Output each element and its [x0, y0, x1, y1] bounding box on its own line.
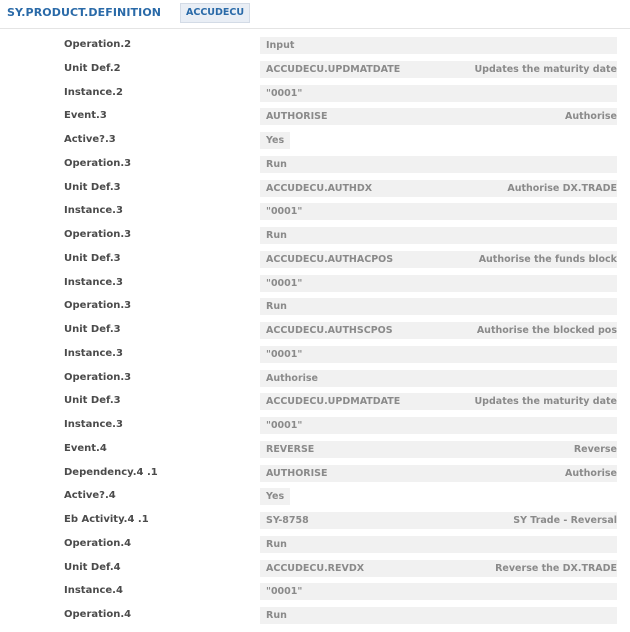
- field-label: Instance.2: [64, 86, 123, 98]
- field-label: Operation.3: [64, 300, 132, 312]
- field-row: [0, 367, 630, 391]
- field-label: Unit Def.3: [64, 324, 121, 335]
- field-value-text: ACCUDECU.UPDMATDATE: [266, 396, 401, 408]
- field-value-text: REVERSE: [266, 443, 315, 455]
- field-value: [260, 298, 617, 315]
- field-value: [260, 251, 617, 268]
- field-value: [260, 203, 617, 220]
- field-value-description: Reverse the DX.TRADE: [495, 562, 617, 574]
- field-label: Unit Def.4: [64, 561, 121, 573]
- field-value-text: "0001": [266, 348, 303, 360]
- field-value: [260, 607, 617, 624]
- field-value: [260, 108, 617, 125]
- field-value-description: Authorise: [565, 467, 617, 479]
- field-label: Unit Def.3: [64, 395, 121, 407]
- field-label: Instance.3: [64, 419, 123, 430]
- field-value-text: Authorise: [266, 372, 318, 384]
- field-value: [260, 322, 617, 339]
- field-value: [260, 61, 617, 78]
- field-row: [0, 580, 630, 604]
- field-value-text: Run: [266, 158, 287, 170]
- field-label: Operation.3: [64, 371, 132, 383]
- field-label: Unit Def.3: [64, 181, 121, 193]
- field-row: [0, 177, 630, 201]
- field-value: [260, 227, 617, 244]
- field-label: Operation.3: [64, 229, 132, 240]
- field-row: [0, 272, 630, 296]
- field-value: [260, 393, 617, 410]
- field-value: [260, 583, 617, 600]
- field-value-text: AUTHORISE: [266, 467, 328, 479]
- field-value: [260, 536, 617, 553]
- field-row: [0, 438, 630, 462]
- field-label: Instance.4: [64, 585, 123, 597]
- field-value-text: ACCUDECU.AUTHDX: [266, 182, 373, 194]
- field-row: [0, 509, 630, 533]
- page-header: [0, 0, 630, 29]
- field-label: Active?.3: [64, 134, 116, 145]
- field-value: [260, 37, 617, 54]
- field-label: Operation.4: [64, 537, 132, 549]
- field-value: Yes: [260, 132, 290, 149]
- field-row: [0, 224, 630, 248]
- field-label: Instance.3: [64, 347, 123, 359]
- field-label: Active?.4: [64, 490, 116, 502]
- field-value-description: Authorise DX.TRADE: [507, 182, 617, 194]
- field-row: [0, 34, 630, 58]
- field-row: [0, 295, 630, 319]
- field-value-text: ACCUDECU.AUTHACPOS: [266, 253, 394, 265]
- field-value-text: "0001": [266, 586, 303, 598]
- field-label: Eb Activity.4 .1: [64, 514, 149, 525]
- field-value-description: SY Trade - Reversal: [513, 515, 617, 526]
- field-row: [0, 485, 630, 509]
- field-label: Unit Def.3: [64, 252, 121, 264]
- field-value-text: "0001": [266, 87, 303, 99]
- field-value-text: SY-8758: [266, 515, 309, 526]
- field-value-description: Reverse: [573, 443, 617, 455]
- field-row: [0, 105, 630, 129]
- field-value-description: Authorise: [565, 111, 617, 123]
- field-label: Operation.3: [64, 157, 132, 169]
- field-row: [0, 248, 630, 272]
- field-value-text: ACCUDECU.UPDMATDATE: [266, 63, 401, 75]
- field-value: [260, 275, 617, 292]
- field-label: Instance.3: [64, 276, 123, 288]
- field-row: [0, 390, 630, 414]
- field-value: [260, 441, 617, 458]
- field-value: [260, 370, 617, 387]
- field-value-text: Input: [266, 40, 295, 51]
- field-value-text: Run: [266, 538, 287, 550]
- field-value: [260, 180, 617, 197]
- field-row: [0, 414, 630, 438]
- application-title: SY.PRODUCT.DEFINITION: [7, 6, 162, 19]
- field-value-text: "0001": [266, 206, 303, 218]
- field-row: [0, 462, 630, 486]
- field-value: [260, 417, 617, 434]
- field-value-text: "0001": [266, 420, 303, 431]
- field-row: [0, 58, 630, 82]
- field-row: [0, 533, 630, 557]
- field-row: [0, 319, 630, 343]
- field-value: [260, 156, 617, 173]
- field-label: Event.3: [64, 110, 107, 122]
- field-value: [260, 512, 617, 529]
- field-value-description: Authorise the funds block: [478, 253, 617, 265]
- field-row: [0, 604, 630, 628]
- field-value-text: ACCUDECU.REVDX: [266, 562, 365, 574]
- field-value-text: Run: [266, 301, 287, 313]
- field-label: Dependency.4 .1: [64, 466, 158, 478]
- field-value-description: Updates the maturity date: [474, 63, 617, 75]
- field-value-description: Updates the maturity date: [474, 396, 617, 408]
- record-id-tab[interactable]: ACCUDECU: [180, 3, 250, 23]
- field-value: Yes: [260, 488, 290, 505]
- field-row: [0, 153, 630, 177]
- field-value-text: AUTHORISE: [266, 111, 328, 123]
- field-row: [0, 129, 630, 153]
- field-value-text: Run: [266, 610, 287, 621]
- field-value: [260, 85, 617, 102]
- field-list: [0, 34, 630, 628]
- field-label: Event.4: [64, 442, 107, 454]
- field-row: [0, 343, 630, 367]
- field-value-description: Authorise the blocked pos: [476, 325, 617, 336]
- field-value: [260, 465, 617, 482]
- field-row: [0, 200, 630, 224]
- field-label: Operation.4: [64, 609, 132, 620]
- field-value-text: Run: [266, 230, 287, 241]
- field-row: [0, 557, 630, 581]
- field-value-text: ACCUDECU.AUTHSCPOS: [266, 325, 393, 336]
- field-value-text: "0001": [266, 277, 303, 289]
- field-value: [260, 346, 617, 363]
- field-label: Operation.2: [64, 39, 132, 50]
- field-label: Instance.3: [64, 205, 123, 217]
- field-value: [260, 560, 617, 577]
- field-label: Unit Def.2: [64, 62, 121, 74]
- field-row: [0, 82, 630, 106]
